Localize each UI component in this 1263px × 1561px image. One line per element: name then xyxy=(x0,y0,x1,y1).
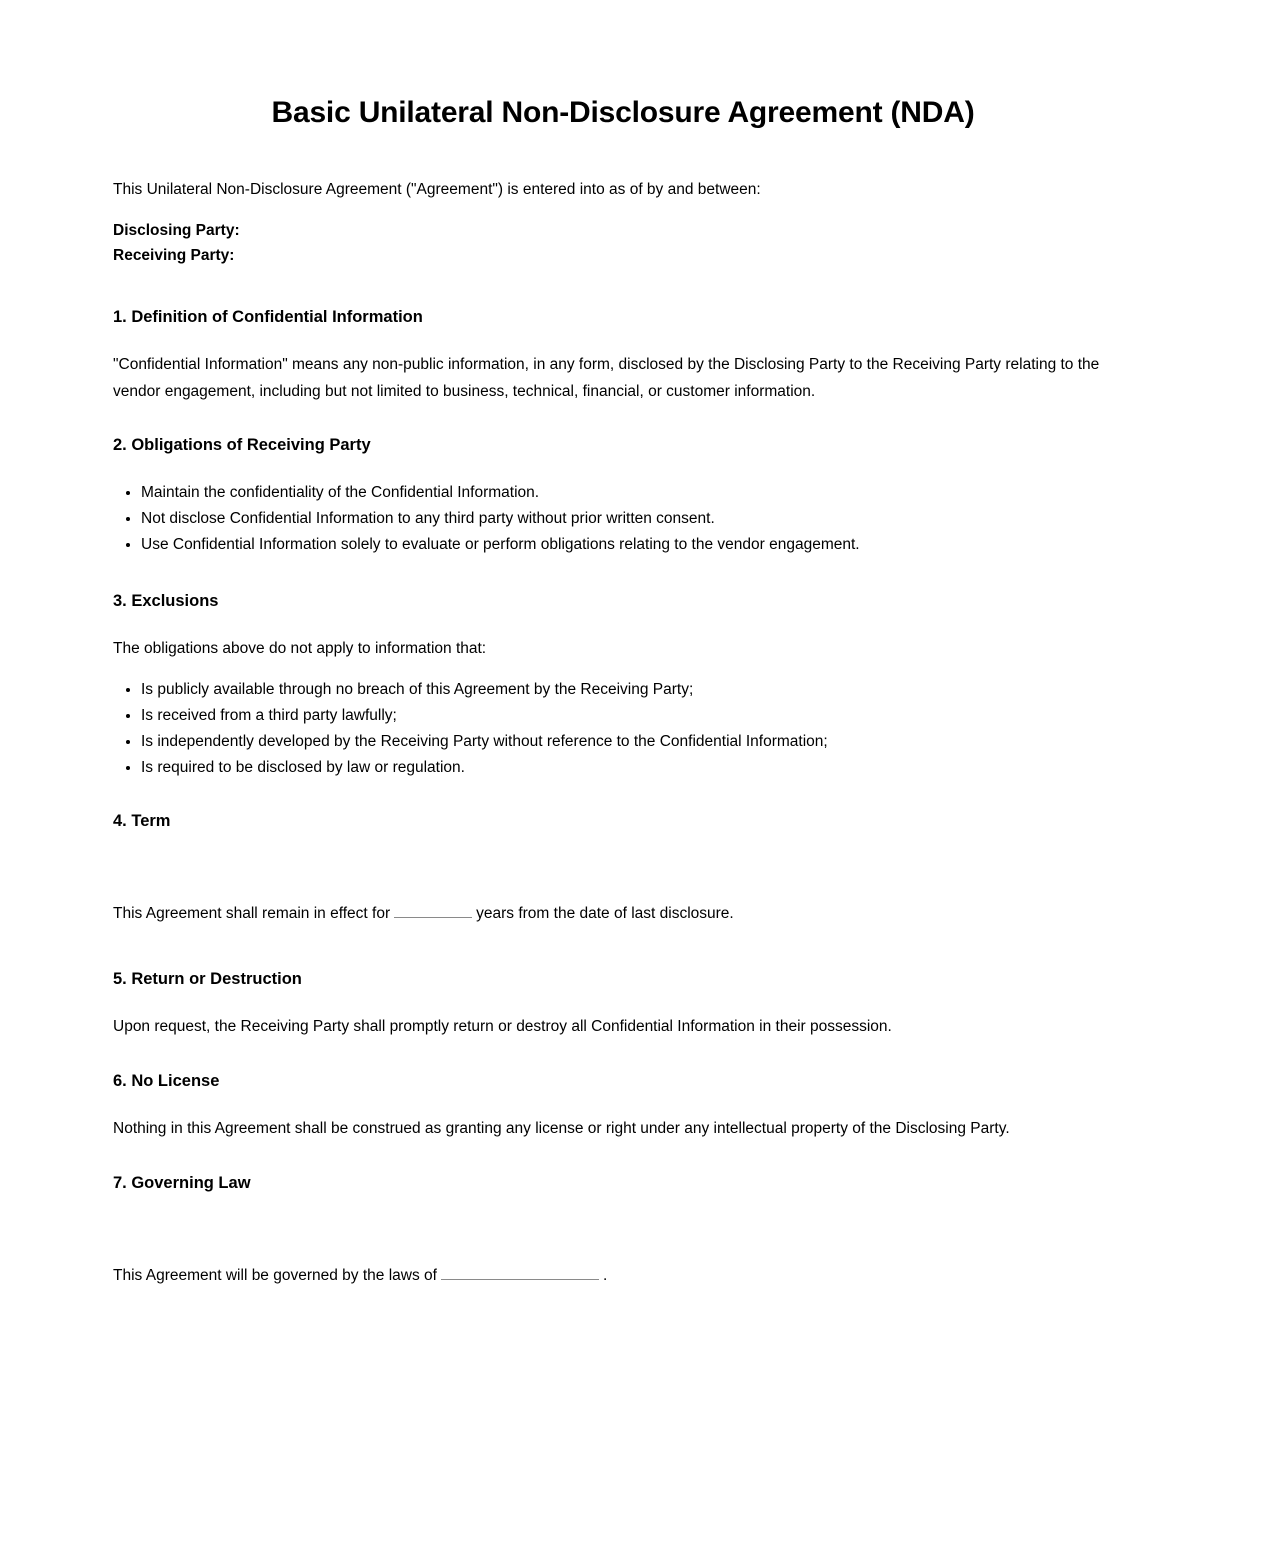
section-exclusions xyxy=(113,590,1133,781)
section-paragraph-no-license: Nothing in this Agreement shall be construed as granting any license or right under any intellectual property of the Disclosing Party. xyxy=(113,1120,1010,1137)
section-definition xyxy=(113,306,1133,405)
intro-paragraph: This Unilateral Non-Disclosure Agreement ("Agreement") is entered into as of by and between: xyxy=(113,181,761,198)
list-item: • Is required to be disclosed by law or regulation. xyxy=(141,755,1133,781)
list-item: • Not disclose Confidential Information to any third party without prior written consent. xyxy=(141,506,1133,532)
disclosing-party-label: Disclosing Party: xyxy=(113,222,240,239)
receiving-party-label: Receiving Party: xyxy=(113,247,235,264)
exclusions-bullet-list xyxy=(113,677,1133,781)
list-item: • Is received from a third party lawfully; xyxy=(141,703,1133,729)
section-paragraph-term xyxy=(113,900,1133,927)
governing-law-text-before-blank: This Agreement will be governed by the laws of xyxy=(113,1267,437,1284)
list-item: • Use Confidential Information solely to evaluate or perform obligations relating to the vendor engagement. xyxy=(141,532,1133,558)
term-text-before-blank: This Agreement shall remain in effect for xyxy=(113,905,391,922)
section-no-license xyxy=(113,1070,1133,1142)
section-paragraph-definition: "Confidential Information" means any non-public information, in any form, disclosed by the Disclosing Party to the Receiving Party relating to the vendor engagement, including but not limited to business, technical, financial, or customer information. xyxy=(113,356,1100,400)
section-heading-governing-law: 7. Governing Law xyxy=(113,1174,251,1192)
term-text-after-blank: years from the date of last disclosure. xyxy=(476,905,734,922)
section-obligations xyxy=(113,434,1133,558)
section-governing-law xyxy=(113,1172,1133,1289)
section-heading-definition: 1. Definition of Confidential Information xyxy=(113,308,423,326)
list-item: • Maintain the confidentiality of the Confidential Information. xyxy=(141,480,1133,506)
section-heading-no-license: 6. No License xyxy=(113,1072,220,1090)
page-title: Basic Unilateral Non-Disclosure Agreement (NDA) xyxy=(271,96,975,129)
governing-law-jurisdiction-input[interactable] xyxy=(441,1268,599,1280)
section-heading-term: 4. Term xyxy=(113,812,171,830)
governing-law-text-after-blank: . xyxy=(602,1267,608,1284)
section-heading-return-destruction: 5. Return or Destruction xyxy=(113,970,302,988)
section-heading-obligations: 2. Obligations of Receiving Party xyxy=(113,436,371,454)
obligations-bullet-list xyxy=(113,480,1133,558)
list-item: • Is publicly available through no breach of this Agreement by the Receiving Party; xyxy=(141,677,1133,703)
section-return-destruction xyxy=(113,968,1133,1040)
term-years-input[interactable] xyxy=(394,906,472,918)
section-paragraph-return-destruction: Upon request, the Receiving Party shall promptly return or destroy all Confidential Information in their possession. xyxy=(113,1018,892,1035)
section-paragraph-exclusions: The obligations above do not apply to information that: xyxy=(113,640,487,657)
intro-paragraph-block xyxy=(113,176,1133,203)
list-item: • Is independently developed by the Receiving Party without reference to the Confidential Information; xyxy=(141,729,1133,755)
section-paragraph-governing-law xyxy=(113,1262,1133,1289)
parties-block xyxy=(113,218,1133,268)
section-term xyxy=(113,810,1133,927)
section-heading-exclusions: 3. Exclusions xyxy=(113,592,219,610)
